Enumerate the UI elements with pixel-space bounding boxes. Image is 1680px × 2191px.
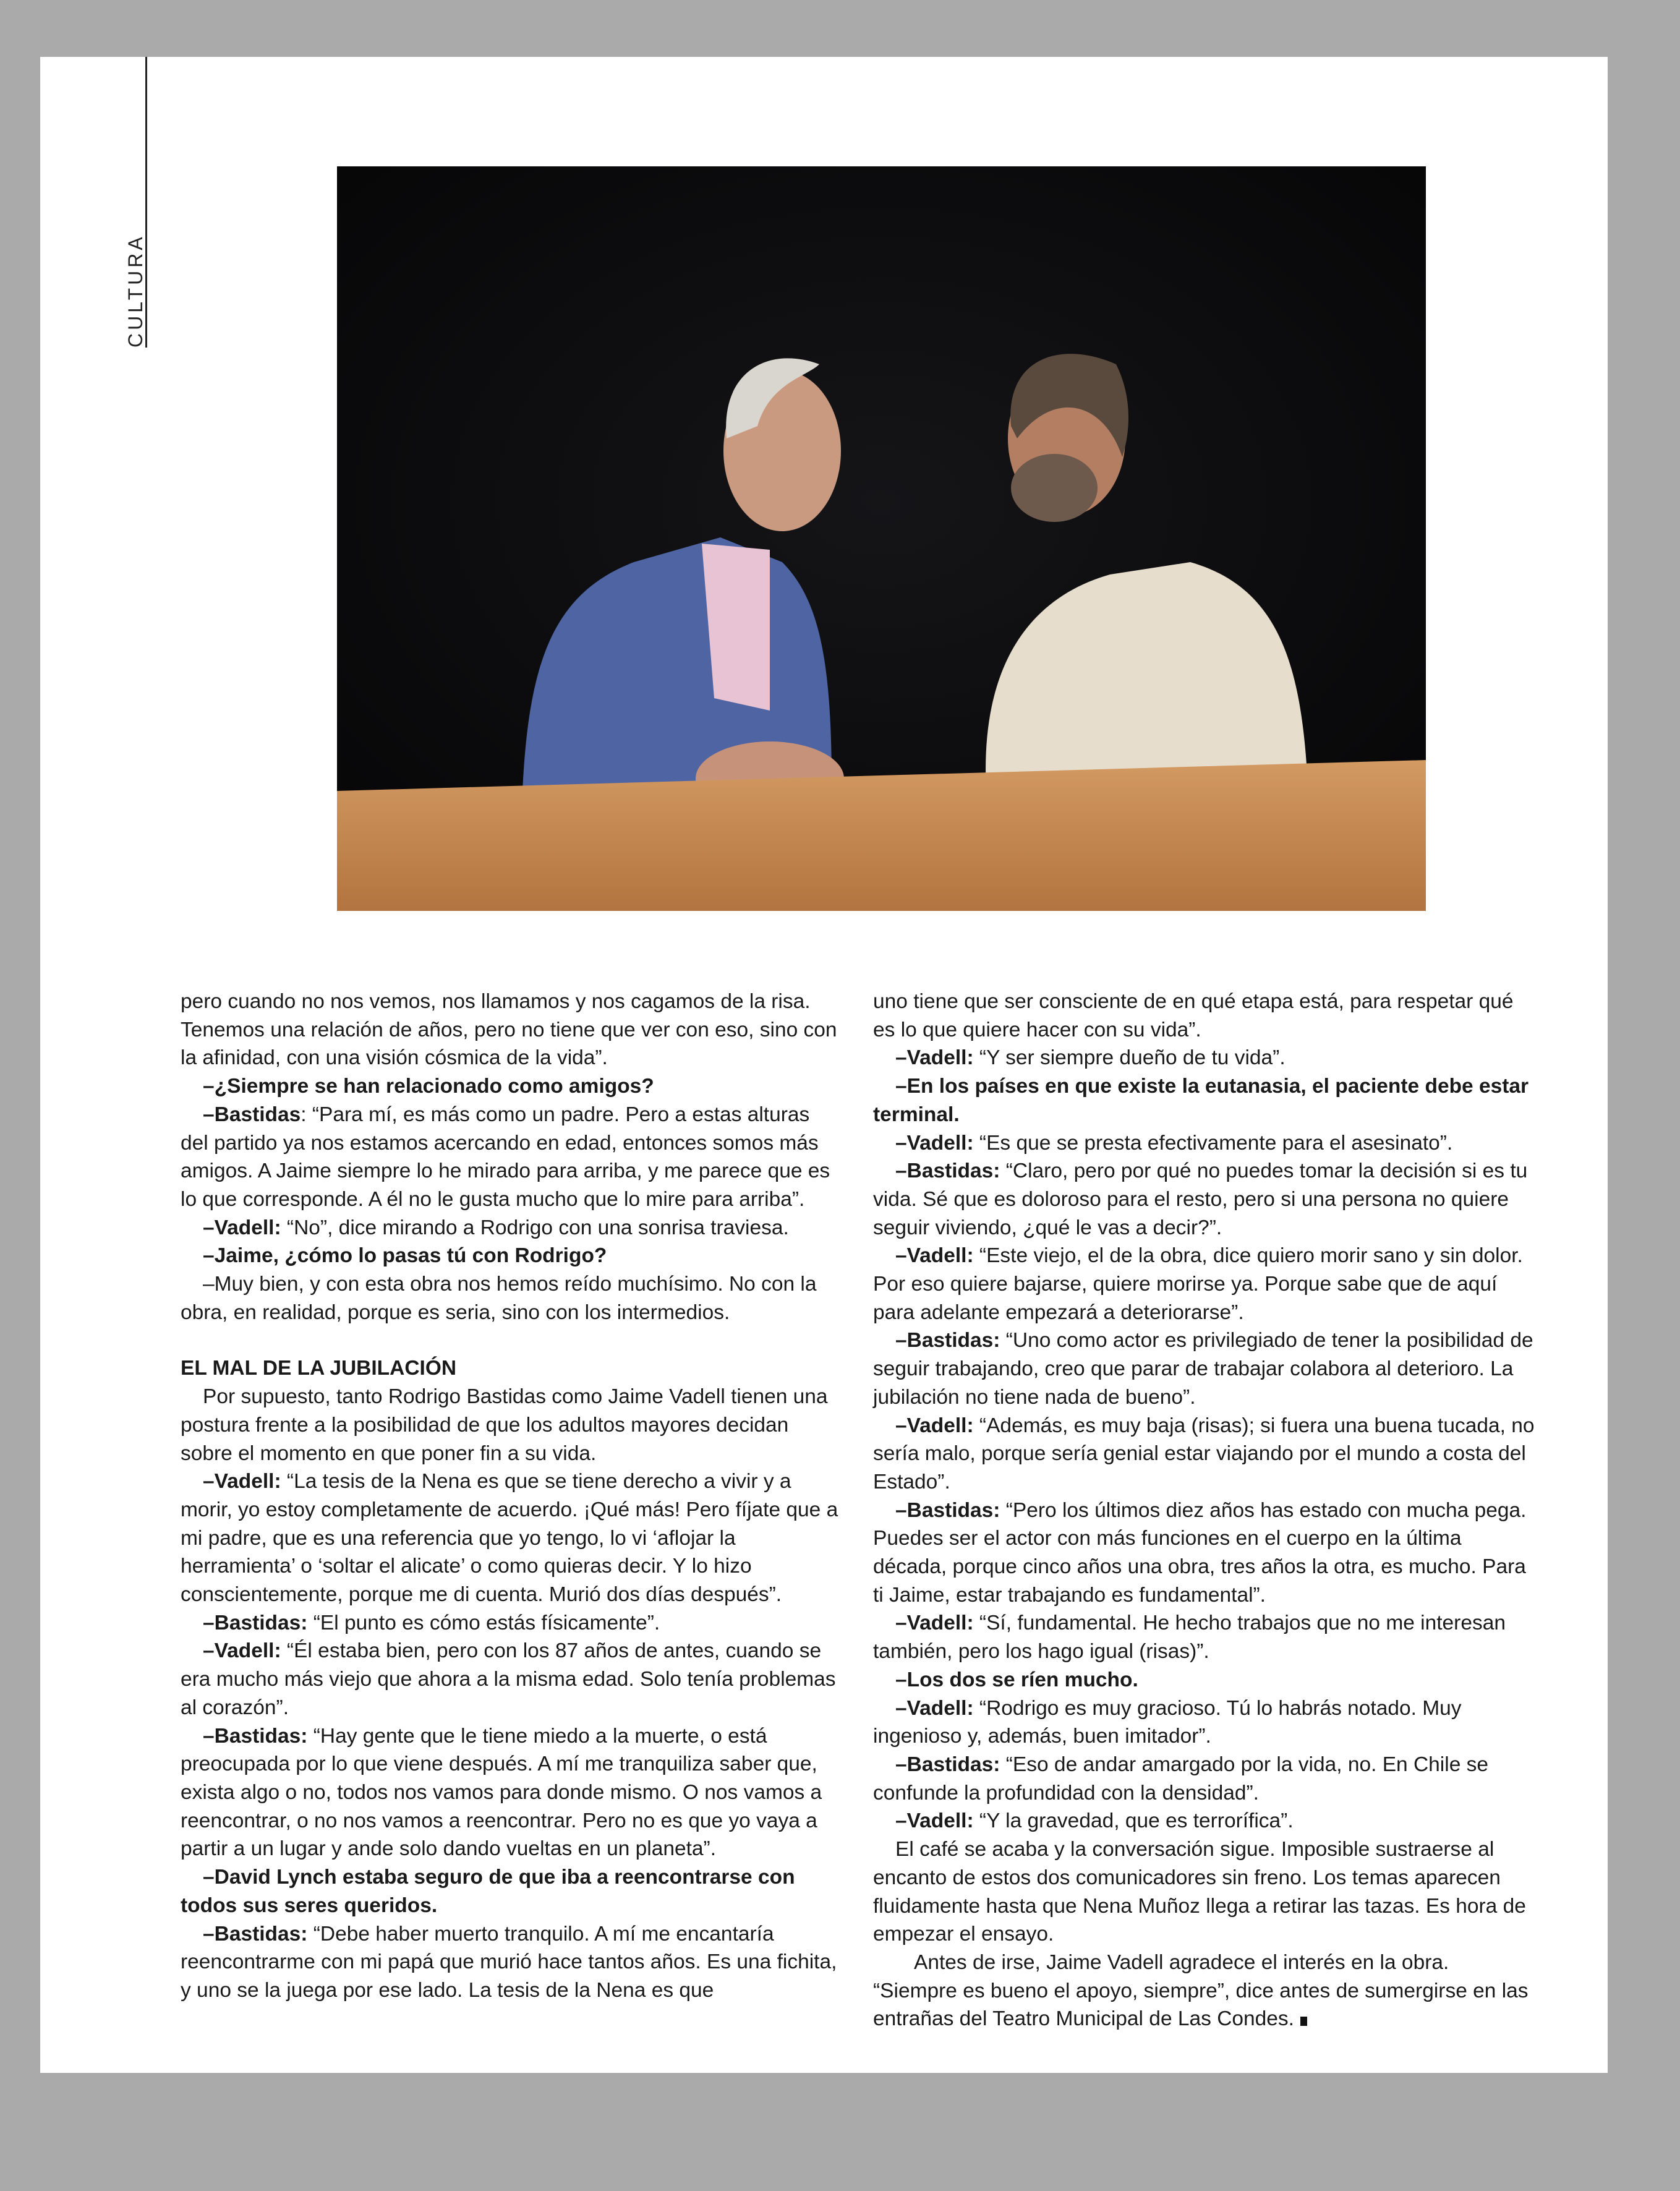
speaker-label: –Bastidas [203, 1103, 301, 1126]
answer [181, 1101, 842, 1214]
answer-text: “Eso de andar amargado por la vida, no. En Chile se confunde la profundidad con la densidad”. [873, 1753, 1489, 1804]
answer [873, 1609, 1535, 1665]
answer [873, 1326, 1535, 1411]
speaker-label: –Bastidas: [203, 1611, 308, 1634]
speaker-label: –Vadell: [895, 1809, 974, 1833]
question: –David Lynch estaba seguro de que iba a reencontrarse con todos sus seres queridos. [181, 1866, 795, 1917]
answer-text: “El punto es cómo estás físicamente”. [307, 1611, 660, 1634]
speaker-label: –Vadell: [203, 1470, 281, 1493]
speaker-label: –Bastidas: [895, 1160, 1000, 1183]
paragraph: El café se acaba y la conversación sigue. Imposible sustraerse al encanto de estos dos comunicadores sin freno. Los temas aparecen fluidamente hasta que Nena Muñoz llega a retirar las tazas. Es hora de empezar el ensayo. [873, 1838, 1526, 1946]
speaker-label: –Vadell: [895, 1046, 974, 1070]
answer-text: “Este viejo, el de la obra, dice quiero morir sano y sin dolor. Por eso quiere bajarse, quiere morirse ya. Porque sabe que de aquí para adelante empezará a deteriorarse”. [873, 1244, 1523, 1324]
speaker-label: –Bastidas: [895, 1498, 1000, 1522]
answer-text: : “Para mí, es más como un padre. Pero a estas alturas del partido ya nos estamos acercando en edad, entonces somos más amigos. A Jaime siempre lo he mirado para arriba, y me parece que es lo que corresponde. A él no le gusta mucho que lo mire para arriba”. [181, 1103, 830, 1211]
answer [873, 1497, 1535, 1610]
answer [181, 1637, 842, 1722]
magazine-page [40, 57, 1608, 2073]
answer-text: “Sí, fundamental. He hecho trabajos que no me interesan también, pero los hago igual (risas)”. [873, 1612, 1506, 1664]
paragraph: –Muy bien, y con esta obra nos hemos reído muchísimo. No con la obra, en realidad, porque es seria, sino con los intermedios. [181, 1273, 817, 1324]
answer [181, 1214, 842, 1242]
question: –Los dos se ríen mucho. [895, 1668, 1138, 1691]
answer [181, 1722, 842, 1864]
subheading: EL MAL DE LA JUBILACIÓN [181, 1357, 457, 1380]
answer [181, 1609, 842, 1638]
answer [873, 1129, 1535, 1158]
interview-photo [337, 166, 1426, 911]
speaker-label: –Vadell: [895, 1612, 974, 1635]
answer [873, 1751, 1535, 1807]
speaker-label: –Vadell: [895, 1414, 974, 1437]
speaker-label: –Vadell: [203, 1216, 281, 1239]
answer [873, 1044, 1535, 1072]
answer-text: “Claro, pero por qué no puedes tomar la decisión si es tu vida. Sé que es doloroso para el resto, pero si una persona no quiere seguir viviendo, ¿qué le vas a decir?”. [873, 1160, 1528, 1239]
closing-paragraph [873, 1949, 1535, 2033]
question: –¿Siempre se han relacionado como amigos? [203, 1075, 654, 1098]
speaker-label: –Bastidas: [895, 1753, 1000, 1776]
younger-man-beard [1011, 454, 1098, 522]
answer-text: “Debe haber muerto tranquilo. A mí me encantaría reencontrarme con mi papá que murió hace tantos años. Es una fichita, y uno se la juega por ese lado. La tesis de la Nena es que [181, 1922, 837, 2002]
answer-text: “Es que se presta efectivamente para el asesinato”. [973, 1131, 1453, 1155]
answer-text: “Hay gente que le tiene miedo a la muerte, o está preocupada por lo que viene después. A mí me tranquiliza saber que, exista algo o no, todos nos vamos para donde mismo. O nos vamos a reencontrar, o no nos vamos a reencontrar. Pero no es que yo vaya a partir a un lugar y ande solo dando vueltas en un planeta”. [181, 1724, 822, 1861]
speaker-label: –Bastidas: [203, 1724, 308, 1748]
article-column-right [873, 988, 1535, 2033]
speaker-label: –Vadell: [895, 1244, 974, 1268]
section-label: CULTURA [124, 234, 147, 348]
answer [873, 1412, 1535, 1497]
paragraph: uno tiene que ser consciente de en qué etapa está, para respetar qué es lo que quiere hacer con su vida”. [873, 990, 1514, 1041]
speaker-label: –Vadell: [895, 1131, 974, 1155]
article-column-left [181, 988, 842, 2005]
speaker-label: –Vadell: [203, 1639, 281, 1663]
question: –Jaime, ¿cómo lo pasas tú con Rodrigo? [203, 1244, 607, 1268]
paragraph: pero cuando no nos vemos, nos llamamos y nos cagamos de la risa. Tenemos una relación de años, pero no tiene que ver con eso, sino con la afinidad, con una visión cósmica de la vida”. [181, 990, 837, 1070]
answer-text: “Uno como actor es privilegiado de tener la posibilidad de seguir trabajando, creo que parar de trabajar colabora al deterioro. La jubilación no tiene nada de bueno”. [873, 1329, 1533, 1409]
answer [181, 1920, 842, 2005]
answer-text: “Pero los últimos diez años has estado con mucha pega. Puedes ser el actor con más funciones en el cuerpo en la última década, porque cinco años una obra, tres años la otra, es mucho. Para ti Jaime, estar trabajando es fundamental”. [873, 1498, 1527, 1607]
speaker-label: –Vadell: [895, 1696, 974, 1720]
answer-text: “La tesis de la Nena es que se tiene derecho a vivir y a morir, yo estoy completamente de acuerdo. ¡Qué más! Pero fíjate que a mi padre, que es una referencia que yo tengo, lo vi ‘aflojar la herramienta’ o ‘soltar el alicate’ o como quieras decir. Y lo hizo conscientemente, porque me di cuenta. Murió dos días después”. [181, 1470, 838, 1607]
answer-text: “Rodrigo es muy gracioso. Tú lo habrás notado. Muy ingenioso y, además, buen imitador”. [873, 1696, 1462, 1748]
answer [873, 1157, 1535, 1242]
answer-text: “Además, es muy baja (risas); si fuera una buena tucada, no sería malo, porque sería genial estar viajando por el mundo a costa del Estado”. [873, 1414, 1535, 1493]
answer [873, 1807, 1535, 1835]
paragraph: Por supuesto, tanto Rodrigo Bastidas como Jaime Vadell tienen una postura frente a la posibilidad de que los adultos mayores decidan sobre el momento en que poner fin a su vida. [181, 1385, 828, 1465]
answer [181, 1467, 842, 1609]
answer-text: “Y la gravedad, que es terrorífica”. [973, 1809, 1294, 1833]
speaker-label: –Bastidas: [895, 1329, 1000, 1352]
question: –En los países en que existe la eutanasia, el paciente debe estar terminal. [873, 1075, 1529, 1126]
closing-text: Antes de irse, Jaime Vadell agradece el interés en la obra. “Siempre es bueno el apoyo, siempre”, dice antes de sumergirse en las entrañas del Teatro Municipal de Las Condes. [873, 1950, 1529, 2031]
answer-text: “Él estaba bien, pero con los 87 años de antes, cuando se era mucho más viejo que ahora a la misma edad. Solo tenía problemas al corazón”. [181, 1639, 836, 1719]
answer [873, 1242, 1535, 1326]
answer [873, 1694, 1535, 1751]
speaker-label: –Bastidas: [203, 1922, 308, 1945]
answer-text: “No”, dice mirando a Rodrigo con una sonrisa traviesa. [281, 1216, 789, 1239]
answer-text: “Y ser siempre dueño de tu vida”. [973, 1046, 1286, 1070]
end-of-article-mark [1300, 2017, 1307, 2026]
